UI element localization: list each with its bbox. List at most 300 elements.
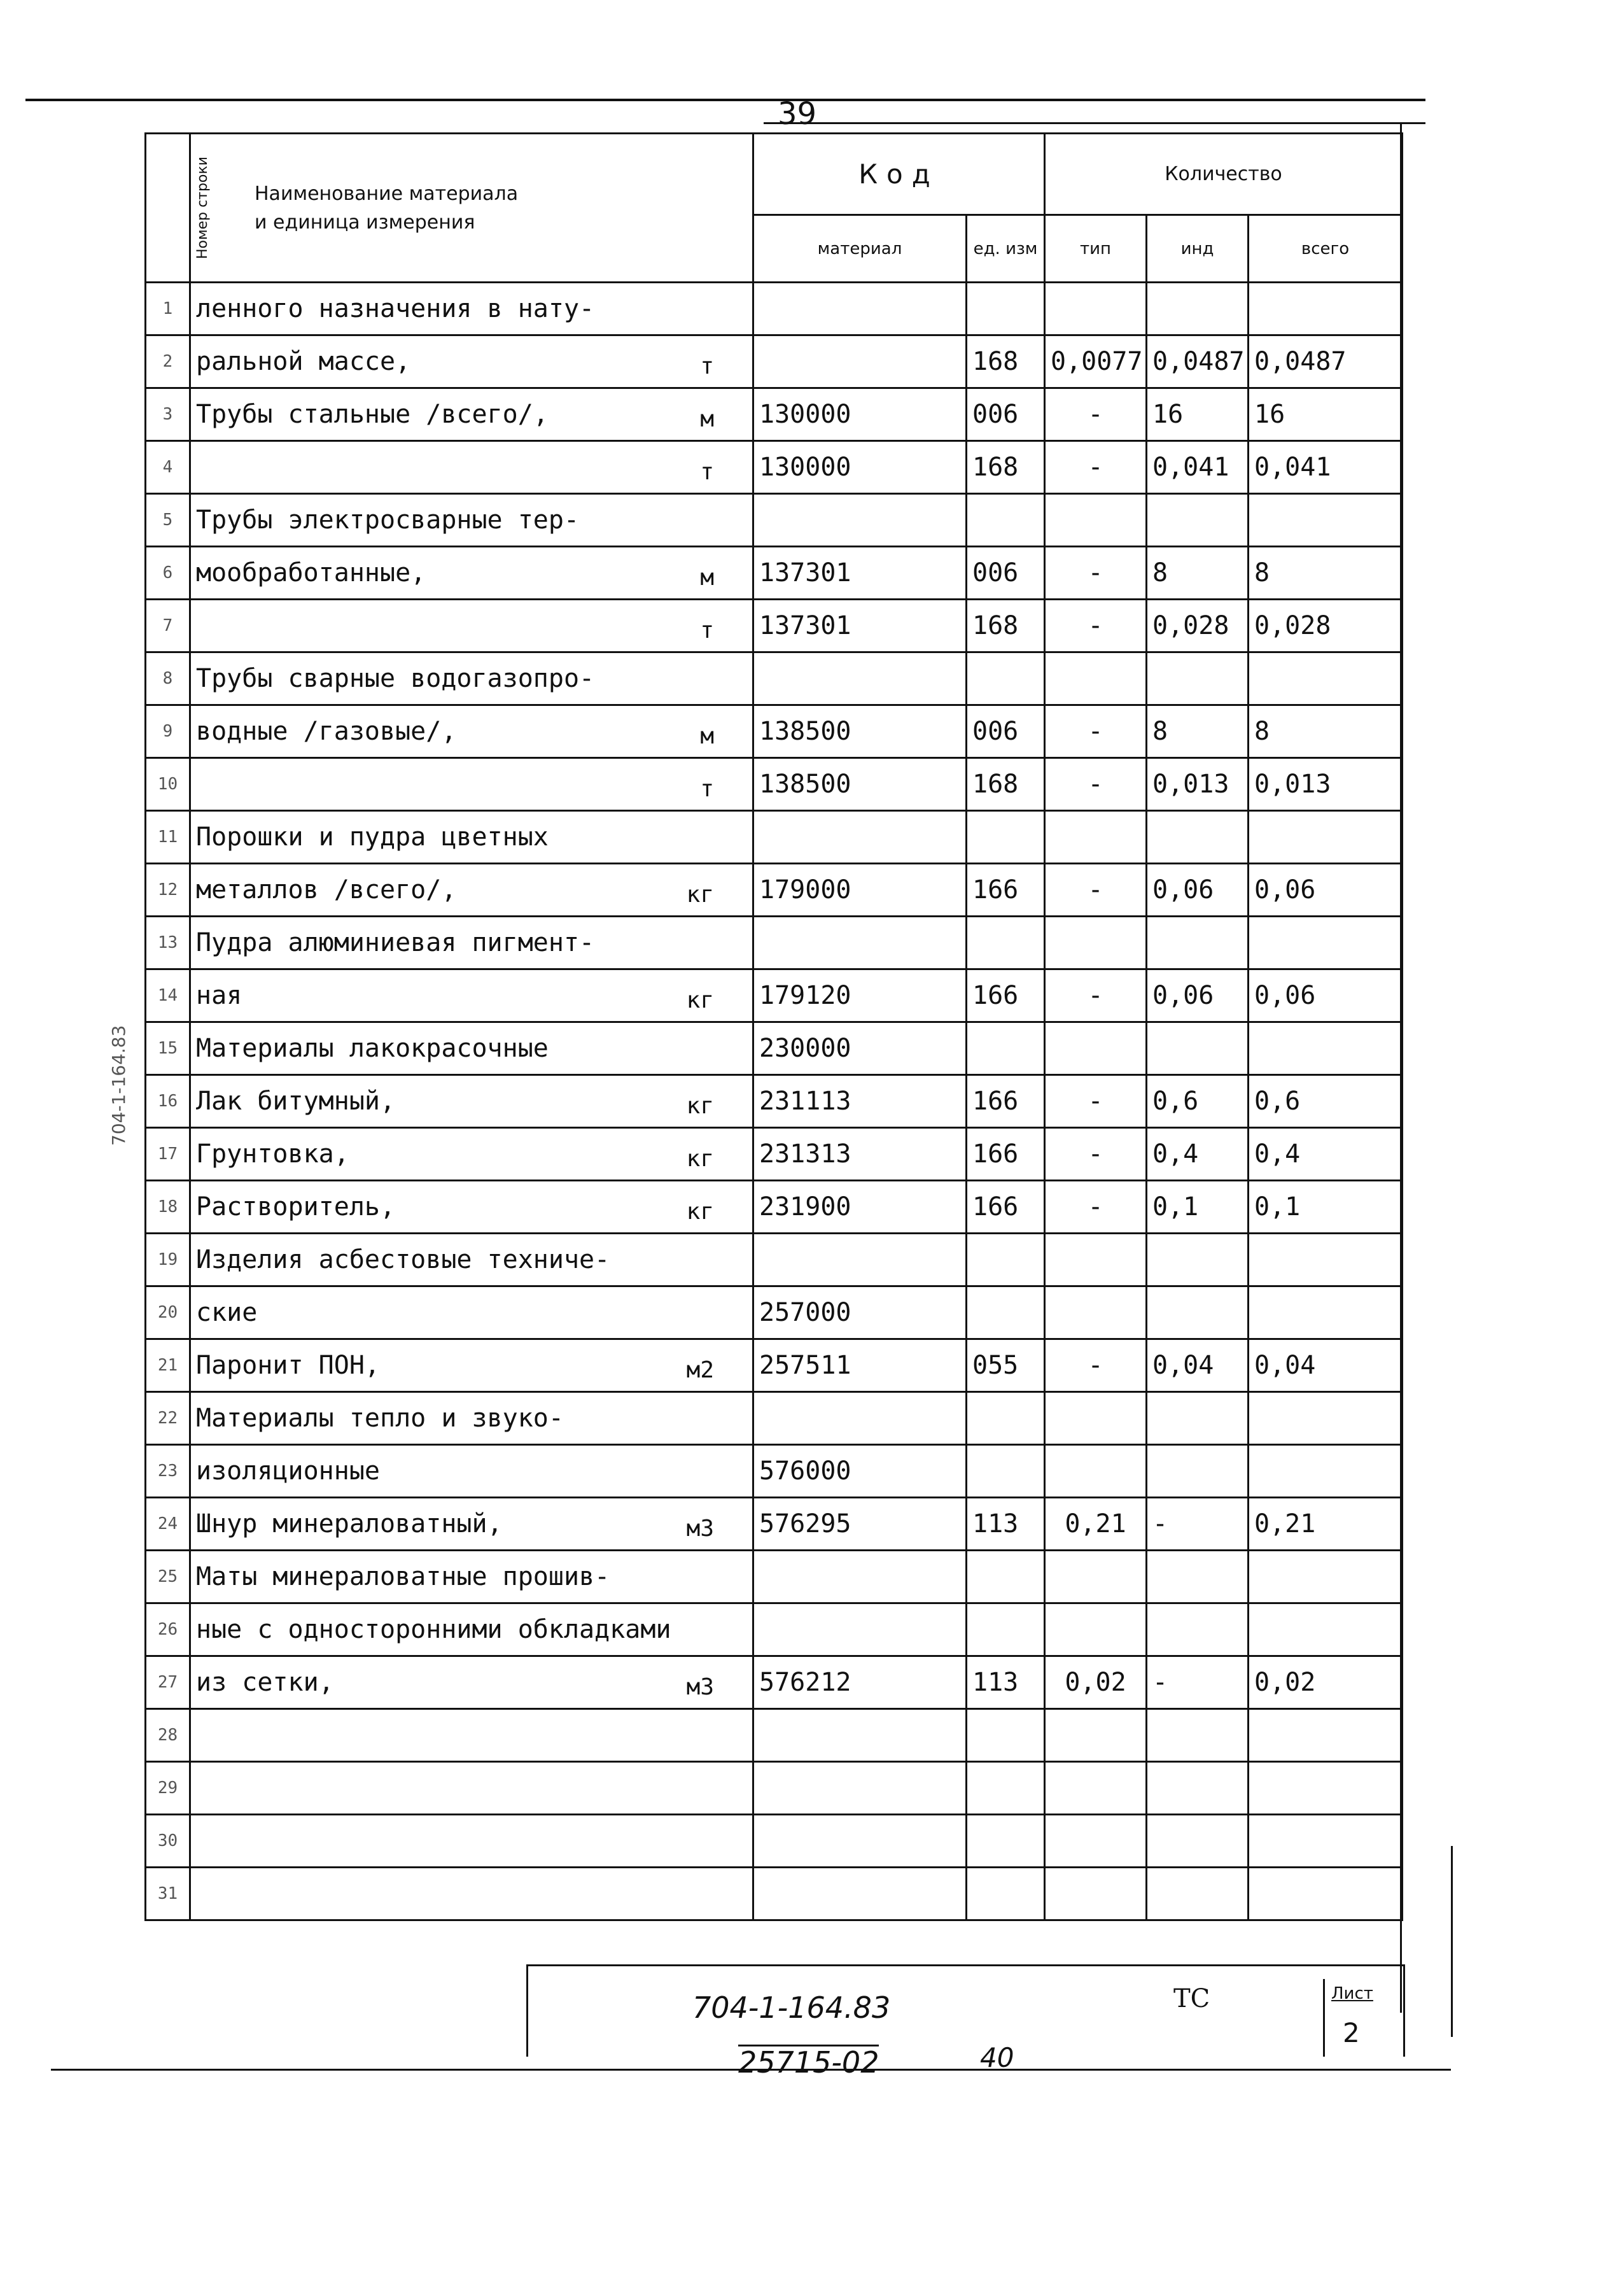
table-row: [146, 1339, 1403, 1392]
qty-total: [1249, 335, 1403, 388]
unit-code: [967, 1128, 1045, 1181]
table-row: [146, 1234, 1403, 1286]
unit-code: [967, 917, 1045, 969]
qty-tip-text: -: [1088, 611, 1103, 640]
row-number: [146, 1551, 190, 1603]
unit-code-text: 166: [972, 1139, 1019, 1169]
measure-unit: м3: [686, 1516, 714, 1542]
material-code-text: 231313: [759, 1139, 851, 1169]
table-row: [146, 1286, 1403, 1339]
material-code: [753, 600, 967, 652]
measure-unit: м: [700, 406, 714, 432]
material-name-text: ленного назначения в нату-: [196, 294, 595, 323]
material-name: [190, 1709, 753, 1762]
unit-code: [967, 1392, 1045, 1445]
material-name-text: ральной массе,: [196, 347, 411, 376]
qty-ind: [1147, 1868, 1249, 1920]
qty-tip: [1045, 1128, 1147, 1181]
unit-code: [967, 758, 1045, 811]
unit-code-text: 113: [972, 1668, 1019, 1697]
qty-ind-text: 0,4: [1152, 1139, 1199, 1169]
row-number: [146, 811, 190, 864]
row-number-text: 5: [162, 511, 173, 530]
table-row: [146, 864, 1403, 917]
qty-ind: [1147, 1498, 1249, 1551]
table-row: [146, 969, 1403, 1022]
row-number-text: 26: [157, 1620, 178, 1639]
qty-ind: [1147, 1762, 1249, 1815]
material-name-text: ные с односторонними обкладками: [196, 1615, 671, 1644]
qty-ind-text: 0,0487: [1152, 347, 1245, 376]
unit-code: [967, 811, 1045, 864]
material-code-text: 257511: [759, 1351, 851, 1380]
material-name: [190, 969, 753, 1022]
material-name: [190, 758, 753, 811]
material-name: [190, 1392, 753, 1445]
archive-count: 40: [980, 2042, 1014, 2073]
material-name: [190, 494, 753, 547]
material-code: [753, 547, 967, 600]
material-name: [190, 1128, 753, 1181]
table-row: [146, 1551, 1403, 1603]
unit-code: [967, 705, 1045, 758]
material-name: [190, 1603, 753, 1656]
material-code-text: 257000: [759, 1298, 851, 1327]
material-name-text: металлов /всего/,: [196, 875, 457, 905]
qty-tip-text: 0,02: [1065, 1668, 1126, 1697]
table-row: [146, 283, 1403, 335]
material-name: [190, 1445, 753, 1498]
sheet-cell: [1323, 1979, 1405, 2057]
table-row: [146, 1181, 1403, 1234]
material-name: [190, 1234, 753, 1286]
qty-tip: [1045, 1181, 1147, 1234]
table-row: [146, 547, 1403, 600]
row-number-header: Номер строки: [146, 134, 190, 283]
material-name: [190, 1762, 753, 1815]
material-code-text: 231900: [759, 1192, 851, 1222]
qty-tip: [1045, 1445, 1147, 1498]
qty-tip-text: -: [1088, 1351, 1103, 1380]
row-number-text: 12: [157, 880, 178, 899]
qty-total: [1249, 441, 1403, 494]
table-row: [146, 1445, 1403, 1498]
row-number-text: 21: [157, 1356, 178, 1375]
qty-ind-text: 16: [1152, 400, 1184, 429]
material-code: [753, 1709, 967, 1762]
table-row: [146, 494, 1403, 547]
table-row: [146, 1603, 1403, 1656]
qty-ind: [1147, 1234, 1249, 1286]
unit-code: [967, 1656, 1045, 1709]
title-block-frame: [526, 1964, 1405, 2057]
row-number-text: 8: [162, 669, 173, 688]
qty-tip: [1045, 494, 1147, 547]
material-code: [753, 1498, 967, 1551]
qty-ind: [1147, 969, 1249, 1022]
qty-ind: [1147, 1445, 1249, 1498]
measure-unit: м: [700, 565, 714, 591]
qty-total: [1249, 1868, 1403, 1920]
qty-total: [1249, 811, 1403, 864]
table-row: [146, 441, 1403, 494]
qty-tip: [1045, 811, 1147, 864]
material-name-text: Изделия асбестовые техниче-: [196, 1245, 610, 1274]
qty-ind: [1147, 1709, 1249, 1762]
qty-total: [1249, 388, 1403, 441]
qty-total-text: 0,04: [1254, 1351, 1316, 1380]
material-code: [753, 1815, 967, 1868]
unit-code: [967, 547, 1045, 600]
material-name: [190, 1339, 753, 1392]
qty-tip-text: -: [1088, 717, 1103, 746]
material-name: [190, 547, 753, 600]
table-row: [146, 1868, 1403, 1920]
material-name-text: ские: [196, 1298, 258, 1327]
material-name: [190, 705, 753, 758]
qty-tip: [1045, 1022, 1147, 1075]
qty-tip-header: тип: [1045, 215, 1147, 283]
qty-tip-text: -: [1088, 453, 1103, 482]
table-row: [146, 652, 1403, 705]
row-number: [146, 335, 190, 388]
material-name: [190, 1498, 753, 1551]
qty-tip: [1045, 705, 1147, 758]
unit-code: [967, 1445, 1045, 1498]
row-number-text: 22: [157, 1409, 178, 1428]
material-name: [190, 1551, 753, 1603]
material-name-text: Порошки и пудра цветных: [196, 822, 549, 852]
material-name: [190, 1181, 753, 1234]
qty-tip: [1045, 864, 1147, 917]
material-code: [753, 1128, 967, 1181]
row-number-text: 17: [157, 1144, 178, 1164]
qty-tip: [1045, 969, 1147, 1022]
qty-total-text: 0,21: [1254, 1509, 1316, 1539]
qty-total: [1249, 1234, 1403, 1286]
qty-ind: [1147, 652, 1249, 705]
unit-code: [967, 1815, 1045, 1868]
row-number: [146, 705, 190, 758]
unit-code-text: 166: [972, 981, 1019, 1010]
material-code: [753, 1656, 967, 1709]
qty-ind: [1147, 388, 1249, 441]
material-code: [753, 1868, 967, 1920]
qty-tip: [1045, 283, 1147, 335]
material-name: [190, 917, 753, 969]
qty-ind: [1147, 1551, 1249, 1603]
qty-ind-text: 8: [1152, 558, 1168, 588]
row-number-text: 9: [162, 722, 173, 741]
row-number-text: 3: [162, 405, 173, 424]
qty-total-text: 0,02: [1254, 1668, 1316, 1697]
qty-ind: [1147, 1392, 1249, 1445]
qty-total-text: 0,1: [1254, 1192, 1301, 1222]
row-number: [146, 1128, 190, 1181]
qty-total: [1249, 1339, 1403, 1392]
material-code-text: 130000: [759, 453, 851, 482]
qty-total: [1249, 1709, 1403, 1762]
row-number: [146, 758, 190, 811]
qty-tip: [1045, 1815, 1147, 1868]
material-name-text: Материалы лакокрасочные: [196, 1034, 549, 1063]
qty-tip: [1045, 1498, 1147, 1551]
material-code: [753, 1234, 967, 1286]
qty-ind: [1147, 917, 1249, 969]
row-number: [146, 1445, 190, 1498]
qty-total: [1249, 494, 1403, 547]
unit-code-text: 006: [972, 717, 1019, 746]
material-code-text: 231113: [759, 1087, 851, 1116]
unit-code: [967, 1286, 1045, 1339]
qty-ind-text: 0,1: [1152, 1192, 1199, 1222]
title-block: [144, 1964, 1401, 2055]
material-name-text: Пудра алюминиевая пигмент-: [196, 928, 595, 957]
material-code-text: 179120: [759, 981, 851, 1010]
unit-code-text: 168: [972, 611, 1019, 640]
materials-table: [144, 132, 1403, 1921]
qty-total: [1249, 283, 1403, 335]
top-rule-2: [764, 122, 1425, 124]
table-row: [146, 335, 1403, 388]
material-code: [753, 652, 967, 705]
row-number-text: 25: [157, 1567, 178, 1586]
qty-ind-text: 0,06: [1152, 875, 1214, 905]
material-name: [190, 1656, 753, 1709]
qty-ind: [1147, 600, 1249, 652]
unit-code: [967, 1339, 1045, 1392]
qty-ind: [1147, 1286, 1249, 1339]
material-code-text: 576000: [759, 1456, 851, 1486]
qty-tip: [1045, 1339, 1147, 1392]
measure-unit: т: [700, 353, 714, 379]
unit-code-text: 168: [972, 770, 1019, 799]
row-number-text: 31: [157, 1884, 178, 1903]
qty-ind: [1147, 441, 1249, 494]
table-row: [146, 811, 1403, 864]
qty-tip: [1045, 917, 1147, 969]
qty-tip-text: -: [1088, 1192, 1103, 1222]
material-name: [190, 811, 753, 864]
row-number-text: 4: [162, 458, 173, 477]
material-code: [753, 1339, 967, 1392]
name-header: Наименование материала и единица измерения: [190, 134, 753, 283]
material-code: [753, 917, 967, 969]
qty-total: [1249, 652, 1403, 705]
row-number: [146, 969, 190, 1022]
material-code-text: 576295: [759, 1509, 851, 1539]
material-code: [753, 441, 967, 494]
row-number: [146, 1603, 190, 1656]
qty-ind: [1147, 1656, 1249, 1709]
material-code: [753, 1022, 967, 1075]
qty-ind-text: -: [1152, 1668, 1168, 1697]
qty-ind: [1147, 705, 1249, 758]
material-name: [190, 1075, 753, 1128]
row-number: [146, 1022, 190, 1075]
material-name-text: ная: [196, 981, 242, 1010]
qty-ind: [1147, 1128, 1249, 1181]
qty-ind: [1147, 1022, 1249, 1075]
qty-tip: [1045, 758, 1147, 811]
material-code: [753, 388, 967, 441]
material-name-text: Маты минераловатные прошив-: [196, 1562, 610, 1591]
row-number-text: 7: [162, 616, 173, 635]
material-code-text: 130000: [759, 400, 851, 429]
measure-unit: т: [700, 617, 714, 644]
qty-tip: [1045, 1868, 1147, 1920]
qty-total: [1249, 969, 1403, 1022]
qty-tip: [1045, 1075, 1147, 1128]
material-name: [190, 1868, 753, 1920]
measure-unit: кг: [686, 882, 714, 908]
qty-tip: [1045, 388, 1147, 441]
qty-tip-text: 0,0077: [1051, 347, 1143, 376]
qty-ind: [1147, 1181, 1249, 1234]
unit-code: [967, 1181, 1045, 1234]
page-number: 39: [778, 96, 817, 132]
measure-unit: т: [700, 776, 714, 802]
material-code-text: 230000: [759, 1034, 851, 1063]
row-number: [146, 1498, 190, 1551]
row-number-text: 30: [157, 1831, 178, 1850]
qty-total: [1249, 1498, 1403, 1551]
material-name-text: изоляционные: [196, 1456, 380, 1486]
row-number-text: 14: [157, 986, 178, 1005]
table-body: [146, 283, 1403, 1920]
row-number: [146, 864, 190, 917]
table-row: [146, 1656, 1403, 1709]
margin-stamp-text: 704-1-164.83: [108, 1025, 129, 1146]
row-number: [146, 917, 190, 969]
material-name: [190, 1815, 753, 1868]
qty-tip: [1045, 1551, 1147, 1603]
qty-total-text: 0,028: [1254, 611, 1331, 640]
unit-code: [967, 1551, 1045, 1603]
table-row: [146, 1392, 1403, 1445]
material-code: [753, 1181, 967, 1234]
table-row: [146, 1762, 1403, 1815]
unit-code-text: 006: [972, 558, 1019, 588]
table-row: [146, 1498, 1403, 1551]
qty-ind: [1147, 494, 1249, 547]
quantity-header: Количество: [1045, 134, 1403, 215]
sheet-label: Лист: [1331, 1984, 1373, 2003]
unit-code: [967, 1498, 1045, 1551]
unit-code-text: 166: [972, 875, 1019, 905]
row-number-text: 11: [157, 828, 178, 847]
qty-ind-text: 0,04: [1152, 1351, 1214, 1380]
measure-unit: кг: [686, 1146, 714, 1172]
material-name-text: мообработанные,: [196, 558, 426, 588]
unit-code: [967, 1075, 1045, 1128]
qty-total: [1249, 758, 1403, 811]
qty-ind-text: 0,06: [1152, 981, 1214, 1010]
material-name: [190, 441, 753, 494]
material-code-text: 179000: [759, 875, 851, 905]
qty-ind-text: -: [1152, 1509, 1168, 1539]
row-number-text: 29: [157, 1778, 178, 1798]
sheet-number: 2: [1343, 2017, 1360, 2048]
unit-code-text: 166: [972, 1087, 1019, 1116]
material-code: [753, 969, 967, 1022]
qty-total-text: 0,0487: [1254, 347, 1347, 376]
row-number-text: 15: [157, 1039, 178, 1058]
qty-tip: [1045, 1762, 1147, 1815]
qty-ind-text: 0,6: [1152, 1087, 1199, 1116]
measure-unit: м: [700, 723, 714, 749]
archive-code: 25715-02: [738, 2045, 879, 2080]
material-code: [753, 1603, 967, 1656]
material-code: [753, 705, 967, 758]
unit-code-text: 055: [972, 1351, 1019, 1380]
qty-tip-text: -: [1088, 875, 1103, 905]
qty-tip: [1045, 1656, 1147, 1709]
table-row: [146, 1128, 1403, 1181]
material-code: [753, 1286, 967, 1339]
material-name: [190, 864, 753, 917]
row-number: [146, 652, 190, 705]
row-number-text: 2: [162, 352, 173, 371]
table-row: [146, 1709, 1403, 1762]
qty-tip-text: -: [1088, 1087, 1103, 1116]
row-number-text: 10: [157, 775, 178, 794]
table-row: [146, 1075, 1403, 1128]
material-name: [190, 1022, 753, 1075]
table-row: [146, 600, 1403, 652]
unit-code: [967, 388, 1045, 441]
qty-ind: [1147, 864, 1249, 917]
measure-unit: кг: [686, 1093, 714, 1119]
material-name-text: Трубы стальные /всего/,: [196, 400, 549, 429]
row-number: [146, 1392, 190, 1445]
unit-code: [967, 441, 1045, 494]
material-name-text: Трубы сварные водогазопро-: [196, 664, 595, 693]
unit-code-text: 168: [972, 453, 1019, 482]
row-number-text: 1: [162, 299, 173, 318]
material-code: [753, 811, 967, 864]
qty-total: [1249, 1815, 1403, 1868]
material-name-text: Грунтовка,: [196, 1139, 349, 1169]
material-name-text: Паронит ПОН,: [196, 1351, 380, 1380]
qty-tip: [1045, 1603, 1147, 1656]
material-code-text: 137301: [759, 611, 851, 640]
qty-ind: [1147, 547, 1249, 600]
table-row: [146, 758, 1403, 811]
material-name-text: Шнур минераловатный,: [196, 1509, 503, 1539]
material-code: [753, 283, 967, 335]
unit-code: [967, 335, 1045, 388]
table-row: [146, 1815, 1403, 1868]
material-name-text: Растворитель,: [196, 1192, 396, 1222]
top-rule: [25, 99, 1425, 101]
qty-tip: [1045, 1286, 1147, 1339]
material-code-text: 138500: [759, 717, 851, 746]
unit-code: [967, 1234, 1045, 1286]
table-row: [146, 388, 1403, 441]
row-number-text: 24: [157, 1514, 178, 1533]
unit-code-text: 168: [972, 347, 1019, 376]
measure-unit: кг: [686, 1199, 714, 1225]
material-code: [753, 1075, 967, 1128]
qty-total-text: 8: [1254, 717, 1270, 746]
row-number-text: 20: [157, 1303, 178, 1322]
qty-total: [1249, 1286, 1403, 1339]
row-number: [146, 1709, 190, 1762]
row-number: [146, 441, 190, 494]
material-code: [753, 1392, 967, 1445]
row-number: [146, 1234, 190, 1286]
